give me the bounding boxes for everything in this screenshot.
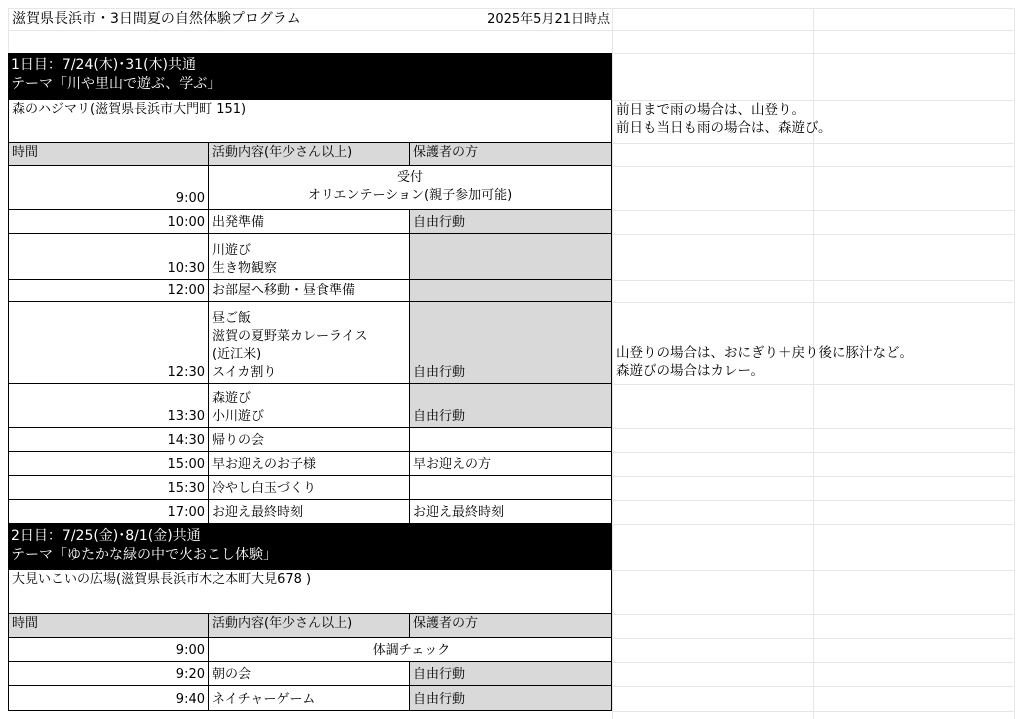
activity-line: 体調チェック: [372, 643, 451, 658]
gridline-row: [8, 30, 1014, 31]
day1-header-time: 時間: [8, 143, 209, 166]
day1-row-guardian: 早お迎えの方: [410, 452, 612, 476]
day1-row-guardian: [410, 428, 612, 452]
gridline-row: [612, 500, 1014, 501]
day1-row-guardian: 自由行動: [410, 210, 612, 234]
day2-row-activity: [209, 662, 410, 686]
gridline-col-g: [1014, 8, 1015, 719]
activity-line: 受付: [396, 170, 423, 185]
gridline-row: [612, 53, 1014, 54]
lunch-note-line1: 山登りの場合は、おにぎり＋戻り後に豚汁など。: [616, 345, 913, 361]
rain-note-line2: 前日も当日も雨の場合は、森遊び。: [616, 120, 832, 136]
gridline-row: [612, 638, 1014, 639]
activity-line: 小川遊び: [212, 409, 265, 424]
activity-line: お部屋へ移動・昼食準備: [212, 283, 356, 298]
gridline-row: [612, 570, 1014, 571]
day2-header-guardian: 保護者の方: [410, 614, 612, 638]
activity-line: 出発準備: [212, 215, 265, 230]
day1-row-activity-merged: [209, 166, 612, 210]
day1-row-time: 10:30: [8, 234, 209, 280]
day2-location: 大見いこいの広場(滋賀県長浜市木之本町大見678 ): [8, 570, 612, 614]
activity-line: お迎え最終時刻: [212, 505, 304, 520]
gridline-row: [612, 428, 1014, 429]
activity-line: 早お迎えのお子様: [212, 457, 317, 472]
day2-row-time: 9:00: [8, 638, 209, 662]
day1-row-activity: [209, 234, 410, 280]
day2-banner-line1: 2日目：7/25(金)･8/1(金)共通: [11, 528, 201, 544]
day2-banner-line2: テーマ「ゆたかな緑の中で火おこし体験」: [11, 547, 277, 563]
gridline-row: [612, 614, 1014, 615]
activity-line: 冷やし白玉づくり: [212, 481, 317, 496]
day1-row-guardian: 自由行動: [410, 384, 612, 428]
activity-line: 昼ご飯: [212, 311, 252, 326]
day1-row-time: 10:00: [8, 210, 209, 234]
day1-row-activity: [209, 302, 410, 384]
day1-row-activity: [209, 428, 410, 452]
activity-line: (近江米): [212, 347, 262, 362]
day1-row-time: 12:00: [8, 280, 209, 302]
gridline-row: [612, 234, 1014, 235]
day1-row-guardian: [410, 234, 612, 280]
gridline-row: [612, 686, 1014, 687]
day2-header-activity: 活動内容(年少さん以上): [209, 614, 410, 638]
gridline-row: [612, 302, 1014, 303]
day1-lunch-note: [613, 344, 1013, 384]
activity-line: 帰りの会: [212, 433, 265, 448]
gridline-row: [612, 166, 1014, 167]
day1-row-time: 17:00: [8, 500, 209, 524]
day1-header-guardian: 保護者の方: [410, 143, 612, 166]
activity-line: 生き物観察: [212, 261, 278, 276]
day1-row-time: 13:30: [8, 384, 209, 428]
day2-row-guardian: 自由行動: [410, 662, 612, 686]
activity-line: スイカ割り: [212, 365, 277, 380]
activity-line: ネイチャーゲーム: [212, 692, 316, 707]
gridline-row: [612, 711, 1014, 712]
day2-row-time: 9:20: [8, 662, 209, 686]
day1-rain-note: [613, 101, 1013, 143]
day1-row-activity: [209, 476, 410, 500]
gridline-row: [612, 452, 1014, 453]
day1-row-guardian: [410, 280, 612, 302]
lunch-note-line2: 森遊びの場合はカレー。: [616, 363, 764, 379]
day1-banner-line1: 1日目：7/24(木)･31(木)共通: [11, 57, 197, 73]
day1-row-activity: [209, 500, 410, 524]
activity-line: 滋賀の夏野菜カレーライス: [212, 329, 368, 344]
activity-line: 朝の会: [212, 667, 252, 682]
day1-banner: [8, 53, 612, 100]
rain-note-line1: 前日まで雨の場合は、山登り。: [616, 102, 805, 118]
as-of-date: 2025年5月21日時点: [487, 12, 610, 27]
day1-location: 森のハジマリ(滋賀県長浜市大門町 151): [8, 100, 612, 143]
activity-line: 川遊び: [212, 243, 252, 258]
day1-row-time: 14:30: [8, 428, 209, 452]
day2-row-activity-merged: [209, 638, 612, 662]
activity-line: オリエンテーション(親子参加可能): [307, 188, 513, 203]
gridline-row: [612, 143, 1014, 144]
day1-row-activity: [209, 210, 410, 234]
gridline-row: [612, 384, 1014, 385]
day1-row-guardian: 自由行動: [410, 302, 612, 384]
day1-row-guardian: [410, 476, 612, 500]
day1-header-activity: 活動内容(年少さん以上): [209, 143, 410, 166]
day1-row-guardian: お迎え最終時刻: [410, 500, 612, 524]
day1-banner-line2: テーマ「川や里山で遊ぶ、学ぶ」: [11, 76, 222, 92]
day1-row-time: 15:30: [8, 476, 209, 500]
gridline-row: [612, 524, 1014, 525]
day1-row-time: 9:00: [8, 166, 209, 210]
sheet-title: 滋賀県長浜市・3日間夏の自然体験プログラム: [12, 11, 301, 27]
gridline-row: [612, 280, 1014, 281]
gridline-left: [8, 8, 9, 53]
gridline-row: [612, 476, 1014, 477]
day1-row-time: 12:30: [8, 302, 209, 384]
day1-row-activity: [209, 280, 410, 302]
activity-line: 森遊び: [212, 391, 252, 406]
day1-row-activity: [209, 384, 410, 428]
gridline-row: [612, 662, 1014, 663]
day2-row-activity: [209, 686, 410, 711]
day2-banner: [8, 524, 612, 570]
day2-header-time: 時間: [8, 614, 209, 638]
day2-row-time: 9:40: [8, 686, 209, 711]
day1-row-time: 15:00: [8, 452, 209, 476]
day2-row-guardian: 自由行動: [410, 686, 612, 711]
gridline-row: [612, 210, 1014, 211]
day1-row-activity: [209, 452, 410, 476]
